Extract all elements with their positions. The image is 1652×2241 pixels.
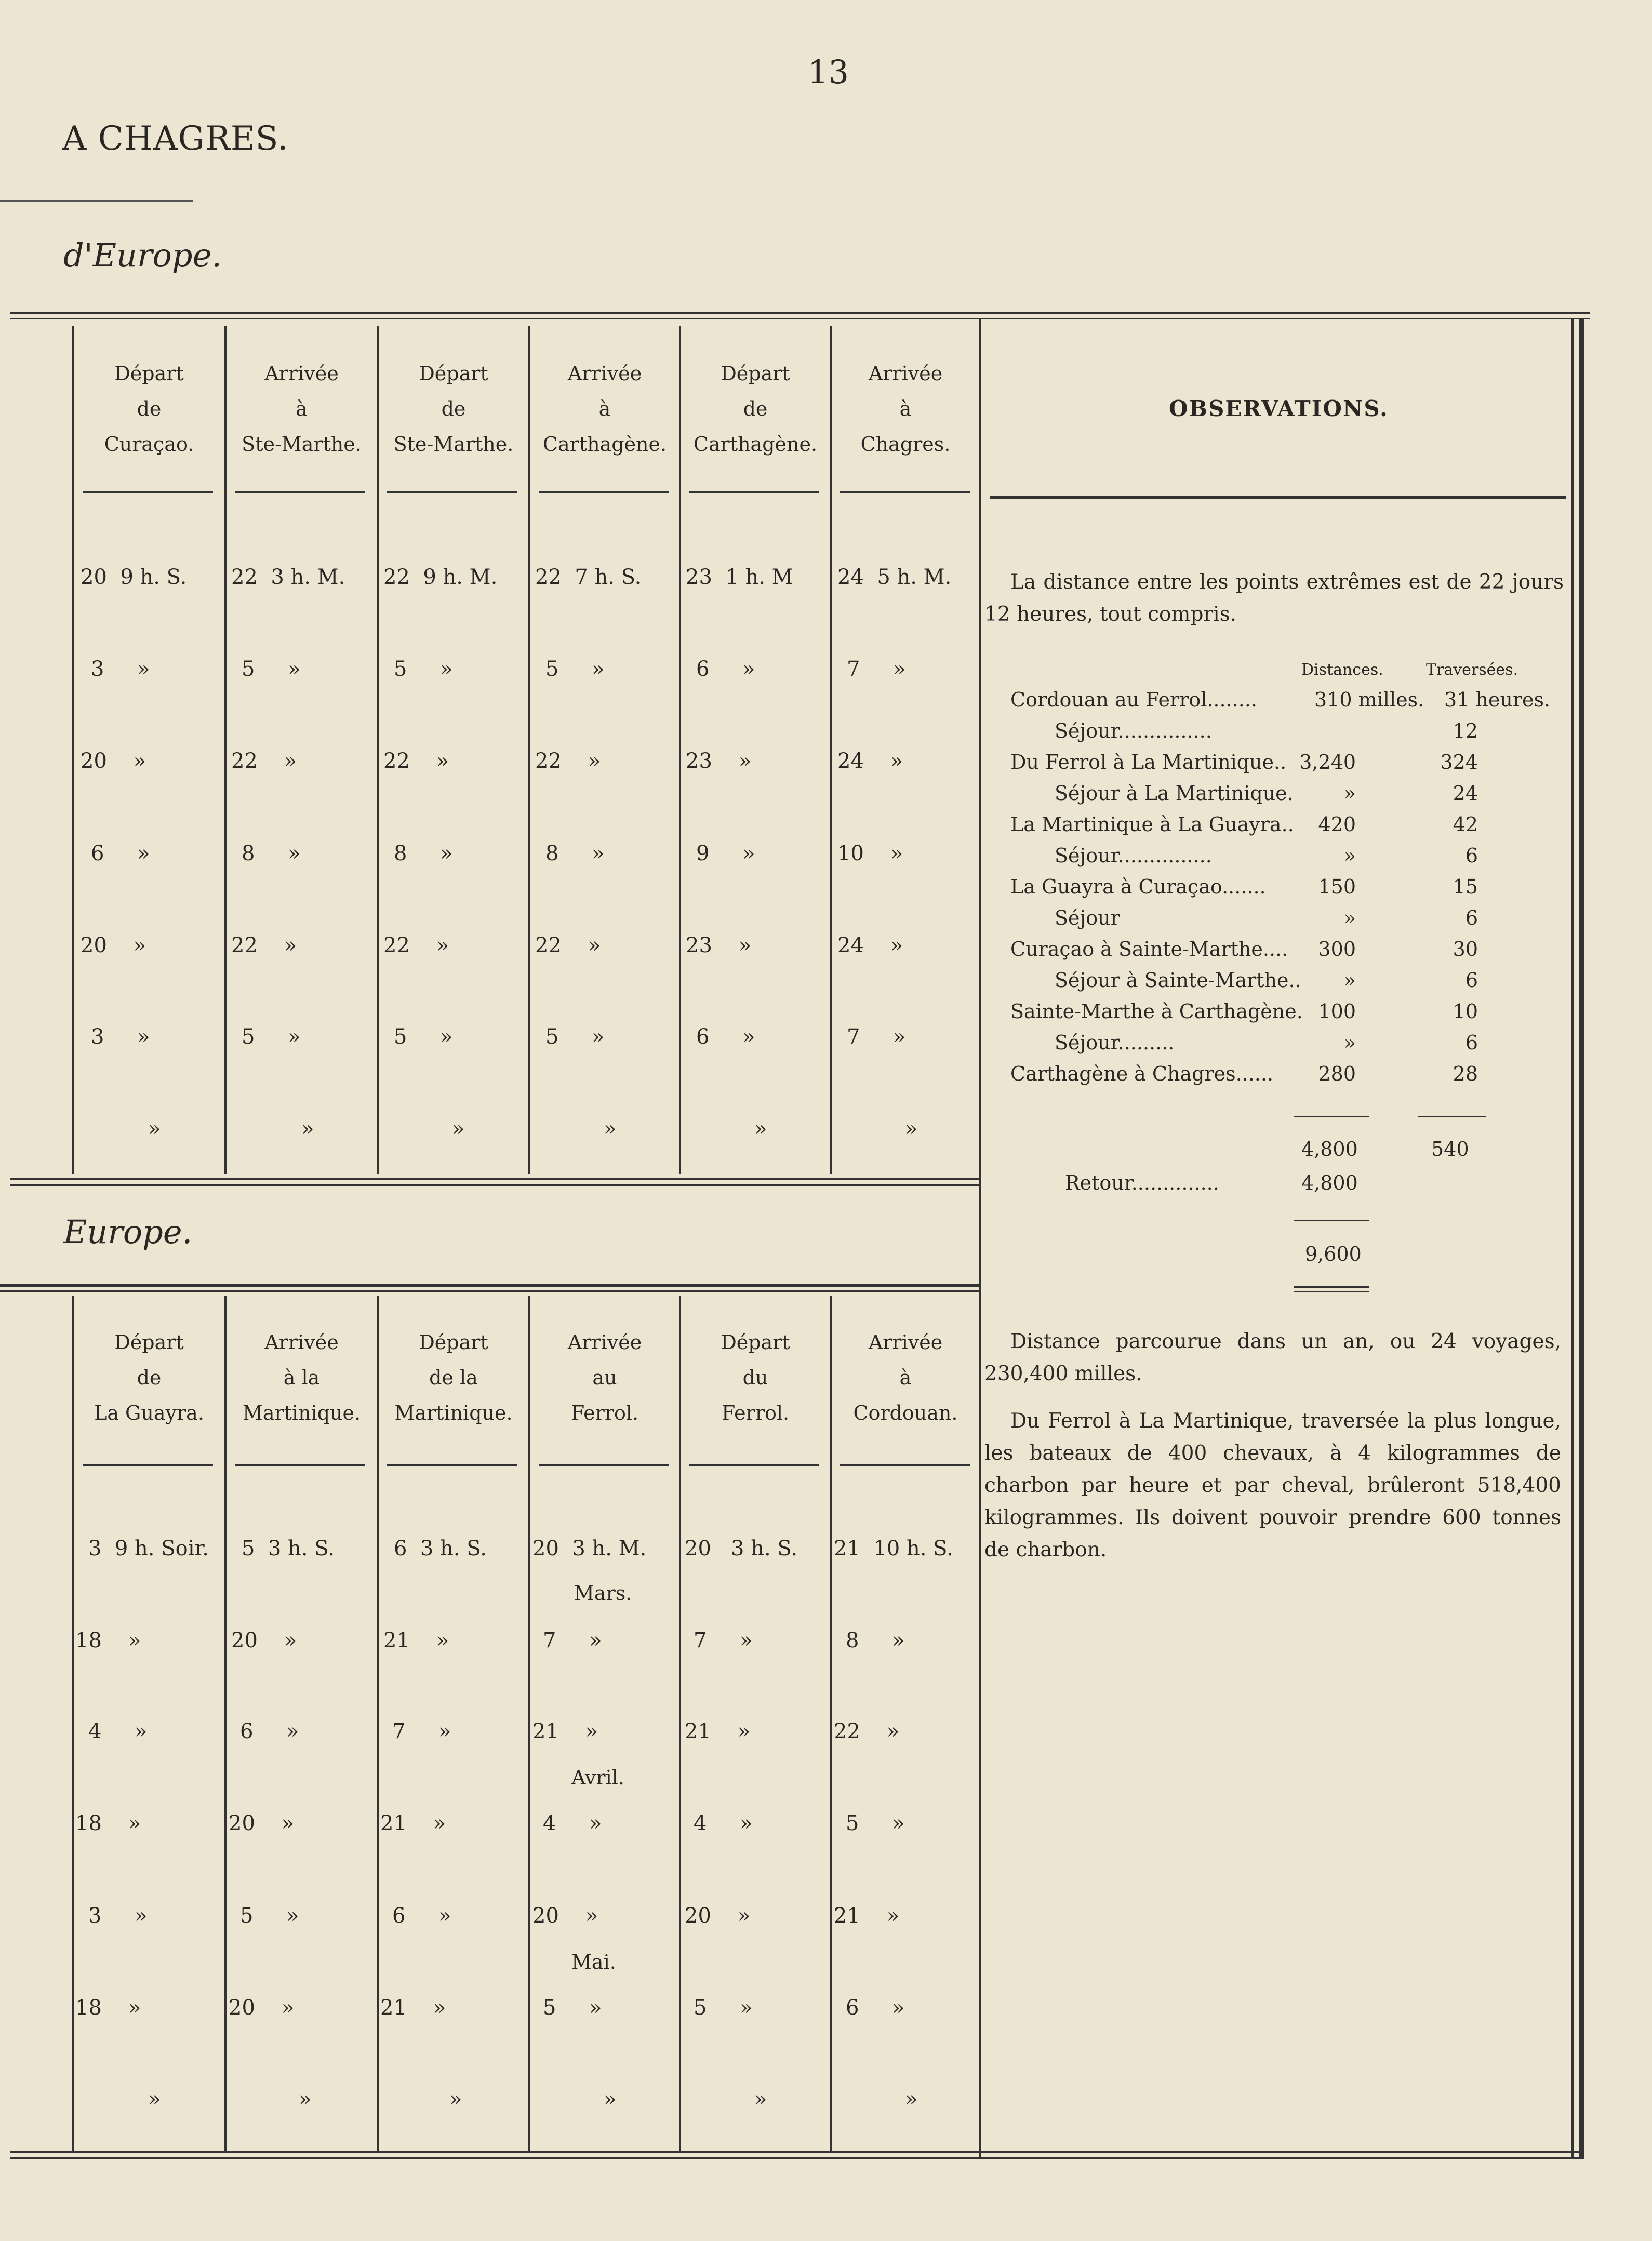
leg-label: La Martinique à La Guayra.. [1010,813,1294,836]
obs-header-rule [990,496,1566,499]
table-cell: 10 » [837,842,903,865]
table-cell: » [449,2087,462,2111]
table-cell: 20 3 h. S. [685,1537,798,1560]
t1-header-rule-2 [235,491,365,493]
leg-traversee: 324 [1440,751,1478,773]
top-double-rule-b [10,318,1590,319]
right-frame-inner [1571,318,1574,2159]
table-cell: 5 » [394,1025,453,1049]
month-label-avril: Avril. [571,1766,624,1789]
table-cell: 21 » [380,1811,446,1835]
table-cell: 22 » [535,749,601,773]
t1-header-4: Arrivée à Carthagène. [542,362,667,456]
leg-label: La Guayra à Curaçao....... [1010,875,1266,898]
table-cell: 6 » [696,1025,755,1049]
table-cell: 24 » [837,933,903,957]
table-cell: 3 » [91,657,150,681]
observations-distance-note: Distance parcourue dans un an, ou 24 voyages, 230,400 milles. [984,1330,1561,1385]
table-cell: 22 9 h. M. [383,565,498,589]
leg-label: Sainte-Marthe à Carthagène. [1010,1000,1303,1023]
table-cell: » [754,2087,767,2111]
leg-label: Du Ferrol à La Martinique.. [1010,751,1287,773]
leg-distance: » [1343,844,1356,867]
table-cell: 18 » [75,1811,141,1835]
leg-distance: » [1343,969,1356,992]
table-cell: 5 » [846,1811,905,1835]
grand-total-rule [1294,1220,1369,1221]
section-title-2: Europe. [63,1213,193,1251]
table-cell: 22 » [231,749,297,773]
table-cell: 5 » [694,1996,753,2020]
table-cell: 4 » [543,1811,602,1835]
table-cell: 6 3 h. S. [394,1537,487,1560]
t2-header-rule-1 [83,1464,213,1466]
t1-bottom-rule-a [10,1178,979,1180]
table-cell: 20 » [229,1996,295,2020]
t1-header-rule-4 [539,491,669,493]
top-double-rule-a [10,312,1590,314]
table-cell: 22 » [535,933,601,957]
table-cell: 22 » [383,749,449,773]
table-cell: 8 » [846,1629,905,1652]
table-cell: 7 » [694,1629,753,1652]
t2-header-4: Arrivée au Ferrol. [567,1331,642,1424]
leg-distance: 100 [1318,1000,1356,1023]
bottom-rule-a [10,2151,1584,2153]
total-traversee: 540 [1431,1138,1469,1160]
table-cell: 20 » [685,1904,751,1928]
table-cell: 22 » [834,1719,900,1743]
table-cell: 5 » [242,1025,301,1049]
leg-label: Curaçao à Sainte-Marthe.... [1010,938,1288,961]
t2-header-2: Arrivée à la Martinique. [242,1331,361,1424]
table-cell: 21 » [685,1719,751,1743]
leg-traversee: 30 [1453,938,1478,961]
table-cell: 9 » [696,842,755,865]
table-cell: 21 » [380,1996,446,2020]
table-cell: 24 » [837,749,903,773]
leg-traversee: 10 [1453,1000,1478,1023]
table-cell: 20 » [81,749,146,773]
heading-rule [0,200,193,202]
t2-top-rule-b [0,1290,979,1292]
t2-header-rule-2 [235,1464,365,1466]
leg-distance: 280 [1318,1062,1356,1085]
leg-distance: 420 [1318,813,1356,836]
table-cell: » [604,2087,617,2111]
table-cell: » [754,1117,767,1141]
leg-traversee: 6 [1465,844,1478,867]
leg-label: Séjour............... [1055,844,1212,867]
t1-header-rule-5 [689,491,819,493]
leg-distance: » [1343,782,1356,805]
leg-distance: 300 [1318,938,1356,961]
leg-label: Séjour à Sainte-Marthe.. [1055,969,1301,992]
table-cell: 3 9 h. Soir. [88,1537,209,1560]
table-cell: » [301,1117,314,1141]
table-cell: 21 » [383,1629,449,1652]
leg-label: Séjour [1055,906,1120,929]
t1-header-2: Arrivée à Ste-Marthe. [242,362,362,456]
grand-total-underline-a [1294,1286,1369,1288]
table-cell: » [905,2087,918,2111]
leg-label: Séjour à La Martinique. [1055,782,1294,805]
grand-total: 9,600 [1305,1243,1362,1265]
leg-traversee: 6 [1465,906,1478,929]
leg-label: Cordouan au Ferrol........ [1010,688,1257,711]
table-cell: 4 » [88,1719,148,1743]
section-title-1: d'Europe. [63,236,222,274]
table-cell: 22 7 h. S. [535,565,642,589]
table-cell: 21 » [834,1904,900,1928]
leg-traversee: 6 [1465,1031,1478,1054]
bottom-rule-b [10,2157,1584,2159]
table-cell: 4 » [694,1811,753,1835]
t2-header-1: Départ de La Guayra. [94,1331,204,1424]
table-cell: 3 » [88,1904,148,1928]
page-number: 13 [808,53,849,91]
leg-label: Séjour......... [1055,1031,1175,1054]
table-cell: 7 » [392,1719,451,1743]
table-cell: 7 » [543,1629,602,1652]
leg-label: Séjour............... [1055,719,1212,742]
t1-header-5: Départ de Carthagène. [693,362,818,456]
table-cell: 22 3 h. M. [231,565,345,589]
table-cell: 20 » [532,1904,598,1928]
table-cell: 20 3 h. M. [532,1537,647,1560]
t2-header-rule-4 [539,1464,669,1466]
table-cell: 6 » [91,842,150,865]
table-cell: » [604,1117,617,1141]
table-cell: 3 » [91,1025,150,1049]
table-cell: » [452,1117,465,1141]
table-cell: 23 1 h. M [686,565,793,589]
table-cell: 6 » [696,657,755,681]
t1-header-3: Départ de Ste-Marthe. [393,362,514,456]
table-cell: 18 » [75,1996,141,2020]
table-cell: 23 » [686,749,752,773]
sum-rule-traversee [1418,1116,1486,1117]
total-distance: 4,800 [1301,1138,1358,1160]
table-cell: » [299,2087,312,2111]
t1-header-rule-1 [83,491,213,493]
table-cell: 22 » [231,933,297,957]
table-cell: 21 » [532,1719,598,1743]
table-cell: » [148,2087,161,2111]
table-cell: 7 » [847,1025,906,1049]
retour-distance: 4,800 [1301,1171,1358,1194]
leg-distance: 3,240 [1299,751,1356,773]
table-cell: 5 » [543,1996,602,2020]
month-label-mai: Mai. [571,1951,616,1973]
table-cell: 20 » [81,933,146,957]
leg-traversee: 28 [1453,1062,1478,1085]
table-cell: 6 » [846,1996,905,2020]
table-cell: 5 » [545,657,605,681]
table-cell: 5 3 h. S. [242,1537,335,1560]
table-cell: 20 9 h. S. [81,565,187,589]
t2-header-3: Départ de la Martinique. [394,1331,513,1424]
t2-header-6: Arrivée à Cordouan. [853,1331,958,1424]
table-cell: 22 » [383,933,449,957]
table-cell: 20 » [229,1811,295,1835]
table-cell: 5 » [394,657,453,681]
grand-total-underline-b [1294,1291,1369,1292]
table-cell: » [148,1117,161,1141]
right-frame-outer [1579,318,1584,2159]
t1-header-rule-6 [840,491,970,493]
table-cell: 5 » [242,657,301,681]
table-cell: 21 10 h. S. [834,1537,953,1560]
table-cell: 5 » [240,1904,299,1928]
t2-header-rule-6 [840,1464,970,1466]
leg-traversee: 31 heures. [1444,688,1551,711]
sum-rule-distance [1294,1116,1369,1117]
table-cell: 6 » [240,1719,299,1743]
t2-header-rule-3 [387,1464,517,1466]
page-heading: A CHAGRES. [62,119,289,158]
table-cell: 23 » [686,933,752,957]
observations-divider [979,318,981,2159]
t1-header-rule-3 [387,491,517,493]
leg-traversee: 24 [1453,782,1478,805]
table-cell: 8 » [545,842,605,865]
table-cell: 6 » [392,1904,451,1928]
leg-distance: 150 [1318,875,1356,898]
traversees-header: Traversées. [1426,661,1518,679]
leg-traversee: 6 [1465,969,1478,992]
observations-coal-note: Du Ferrol à La Martinique, traversée la plus longue, les bateaux de 400 chevaux, à 4 kilogrammes de charbon par heure et par cheval, brûleront 518,400 kilogrammes. Ils doivent pouvoir prendre 600 tonnes de charbon. [984,1409,1561,1562]
observations-intro: La distance entre les points extrêmes est de 22 jours 12 heures, tout compris. [984,570,1564,626]
leg-label: Carthagène à Chagres...... [1010,1062,1274,1085]
t2-header-rule-5 [689,1464,819,1466]
table-cell: » [905,1117,918,1141]
t1-header-6: Arrivée à Chagres. [860,362,951,456]
leg-traversee: 42 [1453,813,1478,836]
table-cell: 24 5 h. M. [837,565,952,589]
month-label-mars: Mars. [574,1582,632,1605]
table-cell: 8 » [242,842,301,865]
table-cell: 20 » [231,1629,297,1652]
t2-header-5: Départ du Ferrol. [721,1331,790,1424]
table-cell: 8 » [394,842,453,865]
leg-distance: 310 milles. [1314,688,1424,711]
leg-distance: » [1343,1031,1356,1054]
t2-top-rule-a [0,1284,979,1287]
observations-title: OBSERVATIONS. [1169,396,1389,421]
table-cell: 18 » [75,1629,141,1652]
leg-distance: » [1343,906,1356,929]
retour-label: Retour.............. [1065,1171,1219,1194]
table-cell: 5 » [545,1025,605,1049]
t1-header-1: Départ de Curaçao. [104,362,194,456]
distances-header: Distances. [1301,661,1383,679]
table-cell: 7 » [847,657,906,681]
t1-bottom-rule-b [10,1184,979,1186]
leg-traversee: 12 [1453,719,1478,742]
leg-traversee: 15 [1453,875,1478,898]
